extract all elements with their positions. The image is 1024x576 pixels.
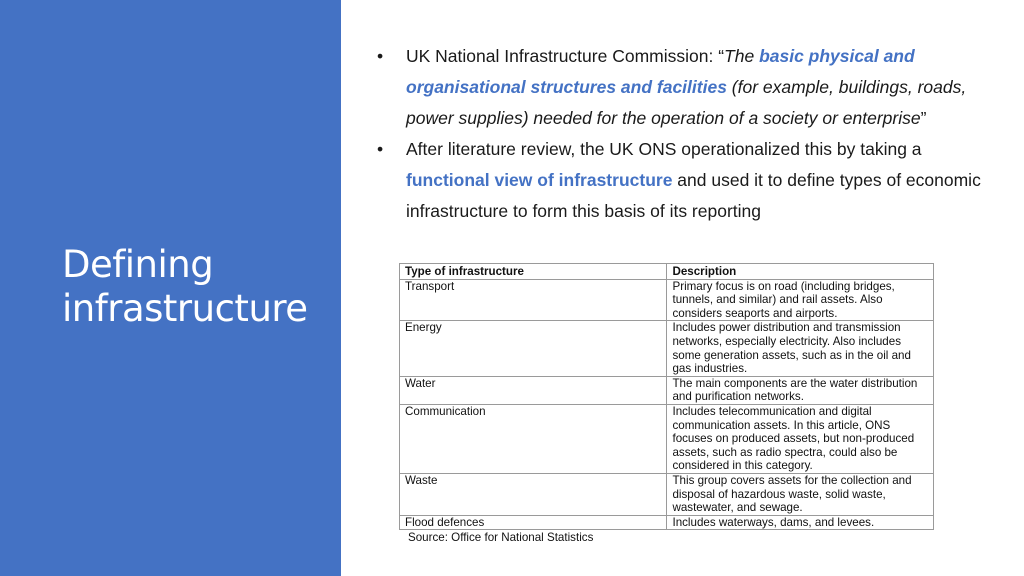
bullet-1-highlight: basic physical and organisational structures and facilities	[406, 46, 915, 97]
bullet-marker: •	[377, 139, 384, 159]
table-row	[400, 376, 934, 404]
bullet-item-definition	[375, 41, 995, 134]
table-cell-type: Energy	[400, 321, 667, 376]
bullet-marker: •	[377, 46, 384, 66]
infrastructure-table	[399, 263, 934, 530]
slide-title	[62, 243, 332, 331]
table-cell-description: Primary focus is on road (including bridges, tunnels, and similar) and rail assets. Also considers seaports and airports.	[667, 279, 934, 321]
title-panel	[0, 0, 341, 576]
bullet-2-rest: and used it to define types of economic infrastructure to form this basis of its reporting	[406, 170, 981, 221]
table-cell-type: Waste	[400, 473, 667, 515]
table-cell-description: Includes power distribution and transmission networks, especially electricity. Also includes some generation assets, such as in the oil and gas industries.	[667, 321, 934, 376]
bullet-1-prefix: UK National Infrastructure Commission: “	[406, 46, 725, 66]
table-row	[400, 515, 934, 530]
table-cell-description: Includes telecommunication and digital communication assets. In this article, ONS focuses on produced assets, but non-produced assets, such as radio spectra, could also be considered in this category.	[667, 404, 934, 473]
table-cell-type: Communication	[400, 404, 667, 473]
bullet-2-prefix: After literature review, the UK ONS operationalized this by taking a	[406, 139, 922, 159]
table-header-row	[400, 264, 934, 280]
bullet-item-ons	[375, 134, 995, 227]
infrastructure-table-figure	[399, 263, 934, 544]
table-cell-type: Transport	[400, 279, 667, 321]
bullet-list	[375, 41, 995, 227]
table-source-note: Source: Office for National Statistics	[408, 531, 594, 545]
table-row	[400, 279, 934, 321]
slide-title-line-1: Defining	[62, 243, 214, 286]
table-cell-type: Water	[400, 376, 667, 404]
bullet-2-highlight: functional view of infrastructure	[406, 170, 673, 190]
table-header-type: Type of infrastructure	[400, 264, 667, 280]
table-row	[400, 321, 934, 376]
bullet-1-the: The	[724, 46, 760, 66]
table-row	[400, 404, 934, 473]
table-header-description: Description	[667, 264, 934, 280]
bullet-1-close-quote: ”	[920, 108, 927, 128]
table-cell-type: Flood defences	[400, 515, 667, 530]
table-cell-description: This group covers assets for the collection and disposal of hazardous waste, solid waste, wastewater, and sewage.	[667, 473, 934, 515]
table-cell-description: The main components are the water distribution and purification networks.	[667, 376, 934, 404]
bullet-1-rest: (for example, buildings, roads, power supplies) needed for the operation of a society or enterprise	[406, 77, 967, 128]
slide-title-line-2: infrastructure	[62, 287, 308, 330]
table-cell-description: Includes waterways, dams, and levees.	[667, 515, 934, 530]
table-row	[400, 473, 934, 515]
